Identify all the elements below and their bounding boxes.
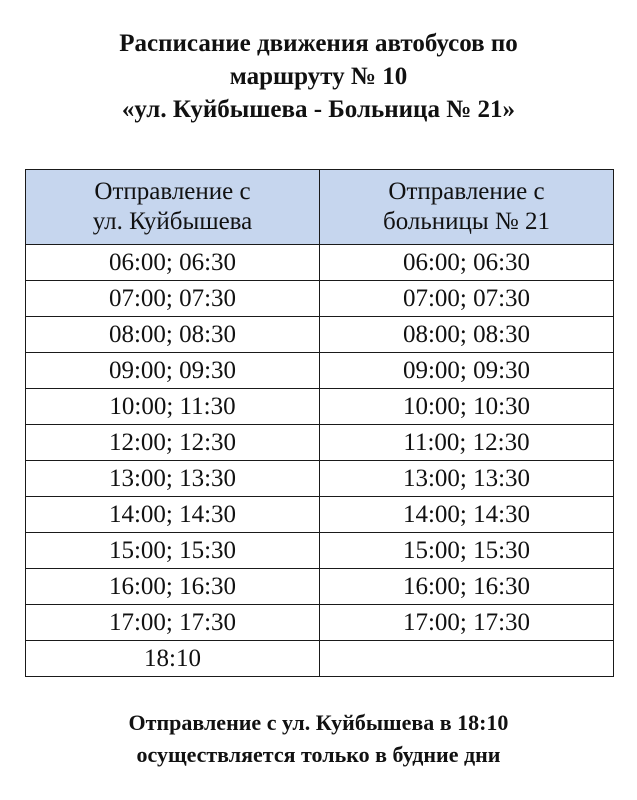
cell-kuibysheva: 06:00; 06:30 xyxy=(26,245,320,281)
table-row xyxy=(26,641,614,677)
cell-kuibysheva: 08:00; 08:30 xyxy=(26,317,320,353)
cell-kuibysheva: 09:00; 09:30 xyxy=(26,353,320,389)
cell-kuibysheva: 13:00; 13:30 xyxy=(26,461,320,497)
cell-kuibysheva: 12:00; 12:30 xyxy=(26,425,320,461)
footnote-line-2: осуществляется только в будние дни xyxy=(136,742,501,767)
schedule-table xyxy=(25,169,614,677)
table-header-row xyxy=(26,170,614,245)
cell-kuibysheva: 07:00; 07:30 xyxy=(26,281,320,317)
cell-kuibysheva: 15:00; 15:30 xyxy=(26,533,320,569)
table-row xyxy=(26,245,614,281)
table-row xyxy=(26,389,614,425)
header-hospital-line-2: больницы № 21 xyxy=(382,208,551,235)
table-row xyxy=(26,317,614,353)
cell-hospital xyxy=(320,641,614,677)
header-kuibysheva-line-2: ул. Куйбышева xyxy=(92,208,253,235)
cell-hospital: 13:00; 13:30 xyxy=(320,461,614,497)
footnote-line-1: Отправление с ул. Куйбышева в 18:10 xyxy=(128,710,509,735)
title-line-2: маршруту № 10 xyxy=(229,63,408,90)
cell-kuibysheva: 16:00; 16:30 xyxy=(26,569,320,605)
table-row xyxy=(26,461,614,497)
table-row xyxy=(26,281,614,317)
cell-hospital: 10:00; 10:30 xyxy=(320,389,614,425)
footnote xyxy=(0,707,637,771)
title-line-1: Расписание движения автобусов по xyxy=(119,30,518,57)
cell-hospital: 14:00; 14:30 xyxy=(320,497,614,533)
cell-kuibysheva: 17:00; 17:30 xyxy=(26,605,320,641)
cell-hospital: 09:00; 09:30 xyxy=(320,353,614,389)
table-row xyxy=(26,497,614,533)
cell-hospital: 07:00; 07:30 xyxy=(320,281,614,317)
header-hospital-line-1: Отправление с xyxy=(388,178,545,205)
table-row xyxy=(26,605,614,641)
cell-hospital: 08:00; 08:30 xyxy=(320,317,614,353)
table-row xyxy=(26,353,614,389)
cell-hospital: 11:00; 12:30 xyxy=(320,425,614,461)
page-title xyxy=(0,27,637,126)
title-line-3: «ул. Куйбышева - Больница № 21» xyxy=(121,96,516,123)
cell-kuibysheva: 18:10 xyxy=(26,641,320,677)
cell-kuibysheva: 14:00; 14:30 xyxy=(26,497,320,533)
table-row xyxy=(26,533,614,569)
cell-hospital: 06:00; 06:30 xyxy=(320,245,614,281)
cell-hospital: 15:00; 15:30 xyxy=(320,533,614,569)
table-row xyxy=(26,425,614,461)
cell-hospital: 16:00; 16:30 xyxy=(320,569,614,605)
header-hospital xyxy=(320,170,614,245)
header-kuibysheva xyxy=(26,170,320,245)
table-row xyxy=(26,569,614,605)
header-kuibysheva-line-1: Отправление с xyxy=(94,178,251,205)
cell-hospital: 17:00; 17:30 xyxy=(320,605,614,641)
cell-kuibysheva: 10:00; 11:30 xyxy=(26,389,320,425)
